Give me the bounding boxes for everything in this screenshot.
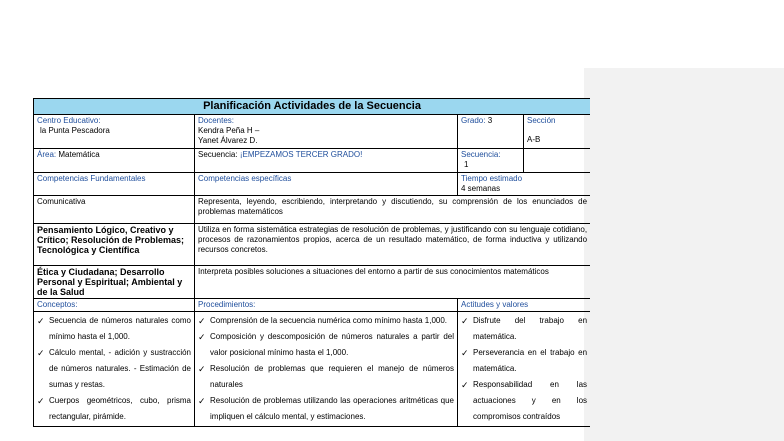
actitudes-cell xyxy=(458,312,591,427)
seccion-label: Sección xyxy=(527,116,556,125)
planning-document xyxy=(33,98,590,441)
actitudes-list xyxy=(461,313,587,425)
list-item: ✓ Comprensión de la secuencia numérica como mínimo hasta 1,000. xyxy=(198,313,454,329)
docente-2: Yanet Álvarez D. xyxy=(198,136,258,145)
check-icon: ✓ xyxy=(461,348,469,358)
area-row xyxy=(34,149,591,173)
list-item: ✓ Resolución de problemas utilizando las operaciones aritméticas que impliquen el cálculo mental, y estimaciones. xyxy=(198,393,454,425)
competencia-text: Interpreta posibles soluciones a situaciones del entorno a partir de sus conocimientos matemáticos xyxy=(195,266,591,299)
check-icon: ✓ xyxy=(461,380,469,390)
procedimientos-cell xyxy=(195,312,458,427)
side-panel xyxy=(584,68,784,441)
list-item: ✓ Perseverancia en el trabajo en matemática. xyxy=(461,345,587,377)
seccion-value: A-B xyxy=(527,135,541,144)
seccion-cell xyxy=(524,115,591,149)
secuencia-num-value: 1 xyxy=(464,160,469,169)
list-item: ✓ Secuencia de números naturales como mínimo hasta el 1,000. xyxy=(37,313,191,345)
table-title: Planificación Actividades de la Secuencia xyxy=(34,99,591,115)
competencias-esp-label: Competencias específicas xyxy=(195,173,458,196)
list-item: ✓ Disfrute del trabajo en matemática. xyxy=(461,313,587,345)
tiempo-value: 4 semanas xyxy=(461,184,501,193)
secuencia-num-label: Secuencia: xyxy=(461,150,501,159)
empty-cell xyxy=(524,149,591,173)
secuencia-value: ¡EMPEZAMOS TERCER GRADO! xyxy=(239,150,363,159)
competencias-header-row xyxy=(34,173,591,196)
secuencia-cell xyxy=(195,149,458,173)
conceptos-label: Conceptos: xyxy=(34,299,195,312)
list-item: ✓ Cuerpos geométricos, cubo, prisma rectangular, pirámide. xyxy=(37,393,191,425)
centro-cell xyxy=(34,115,195,149)
docente-1: Kendra Peña H – xyxy=(198,126,260,135)
conceptos-cell xyxy=(34,312,195,427)
competencia-name: Pensamiento Lógico, Creativo y Crítico; Resolución de Problemas; Tecnológica y Científica xyxy=(34,224,195,266)
planning-table xyxy=(33,98,590,427)
competencia-row xyxy=(34,266,591,299)
area-value: Matemática xyxy=(58,150,100,159)
competencia-row xyxy=(34,224,591,266)
list-item: ✓ Responsabilidad en las actuaciones y en los compromisos contraídos xyxy=(461,377,587,425)
check-icon: ✓ xyxy=(198,316,206,326)
grado-cell xyxy=(458,115,524,149)
tiempo-label: Tiempo estimado xyxy=(461,174,523,183)
docentes-cell xyxy=(195,115,458,149)
contenidos-header-row xyxy=(34,299,591,312)
title-row xyxy=(34,99,591,115)
grado-value: 3 xyxy=(487,116,493,125)
check-icon: ✓ xyxy=(37,316,45,326)
check-icon: ✓ xyxy=(198,364,206,374)
centro-value: la Punta Pescadora xyxy=(40,126,110,135)
conceptos-list xyxy=(37,313,191,425)
tiempo-cell xyxy=(458,173,591,196)
centro-label: Centro Educativo: xyxy=(37,116,101,125)
competencia-name: Comunicativa xyxy=(34,196,195,224)
centro-row xyxy=(34,115,591,149)
actitudes-label: Actitudes y valores xyxy=(458,299,591,312)
grado-label: Grado: xyxy=(461,116,486,125)
list-item: ✓ Resolución de problemas que requieren el manejo de números naturales xyxy=(198,361,454,393)
competencia-text: Representa, leyendo, escribiendo, interpretando y discutiendo, su comprensión de los enunciados de problemas matemáticos xyxy=(195,196,591,224)
competencia-row xyxy=(34,196,591,224)
competencias-fund-label: Competencias Fundamentales xyxy=(34,173,195,196)
check-icon: ✓ xyxy=(37,348,45,358)
procedimientos-label: Procedimientos: xyxy=(195,299,458,312)
contenidos-row xyxy=(34,312,591,427)
list-item: ✓ Composición y descomposición de números naturales a partir del valor posicional mínimo hasta el 1,000. xyxy=(198,329,454,361)
secuencia-label: Secuencia: xyxy=(198,150,238,159)
check-icon: ✓ xyxy=(461,316,469,326)
check-icon: ✓ xyxy=(37,396,45,406)
list-item: ✓ Cálculo mental, - adición y sustracción de números naturales. - Estimación de sumas y restas. xyxy=(37,345,191,393)
secuencia-num-cell xyxy=(458,149,524,173)
check-icon: ✓ xyxy=(198,396,206,406)
docentes-label: Docentes: xyxy=(198,116,235,125)
area-label: Área: xyxy=(37,150,57,159)
area-cell xyxy=(34,149,195,173)
procedimientos-list xyxy=(198,313,454,425)
competencia-text: Utiliza en forma sistemática estrategias de resolución de problemas, y justificando con su lenguaje cotidiano, procesos de razonamientos propios, acerca de un resultado matemático, de forma inductiva y utilizando recursos concretos. xyxy=(195,224,591,266)
check-icon: ✓ xyxy=(198,332,206,342)
competencia-name: Ética y Ciudadana; Desarrollo Personal y Espiritual; Ambiental y de la Salud xyxy=(34,266,195,299)
